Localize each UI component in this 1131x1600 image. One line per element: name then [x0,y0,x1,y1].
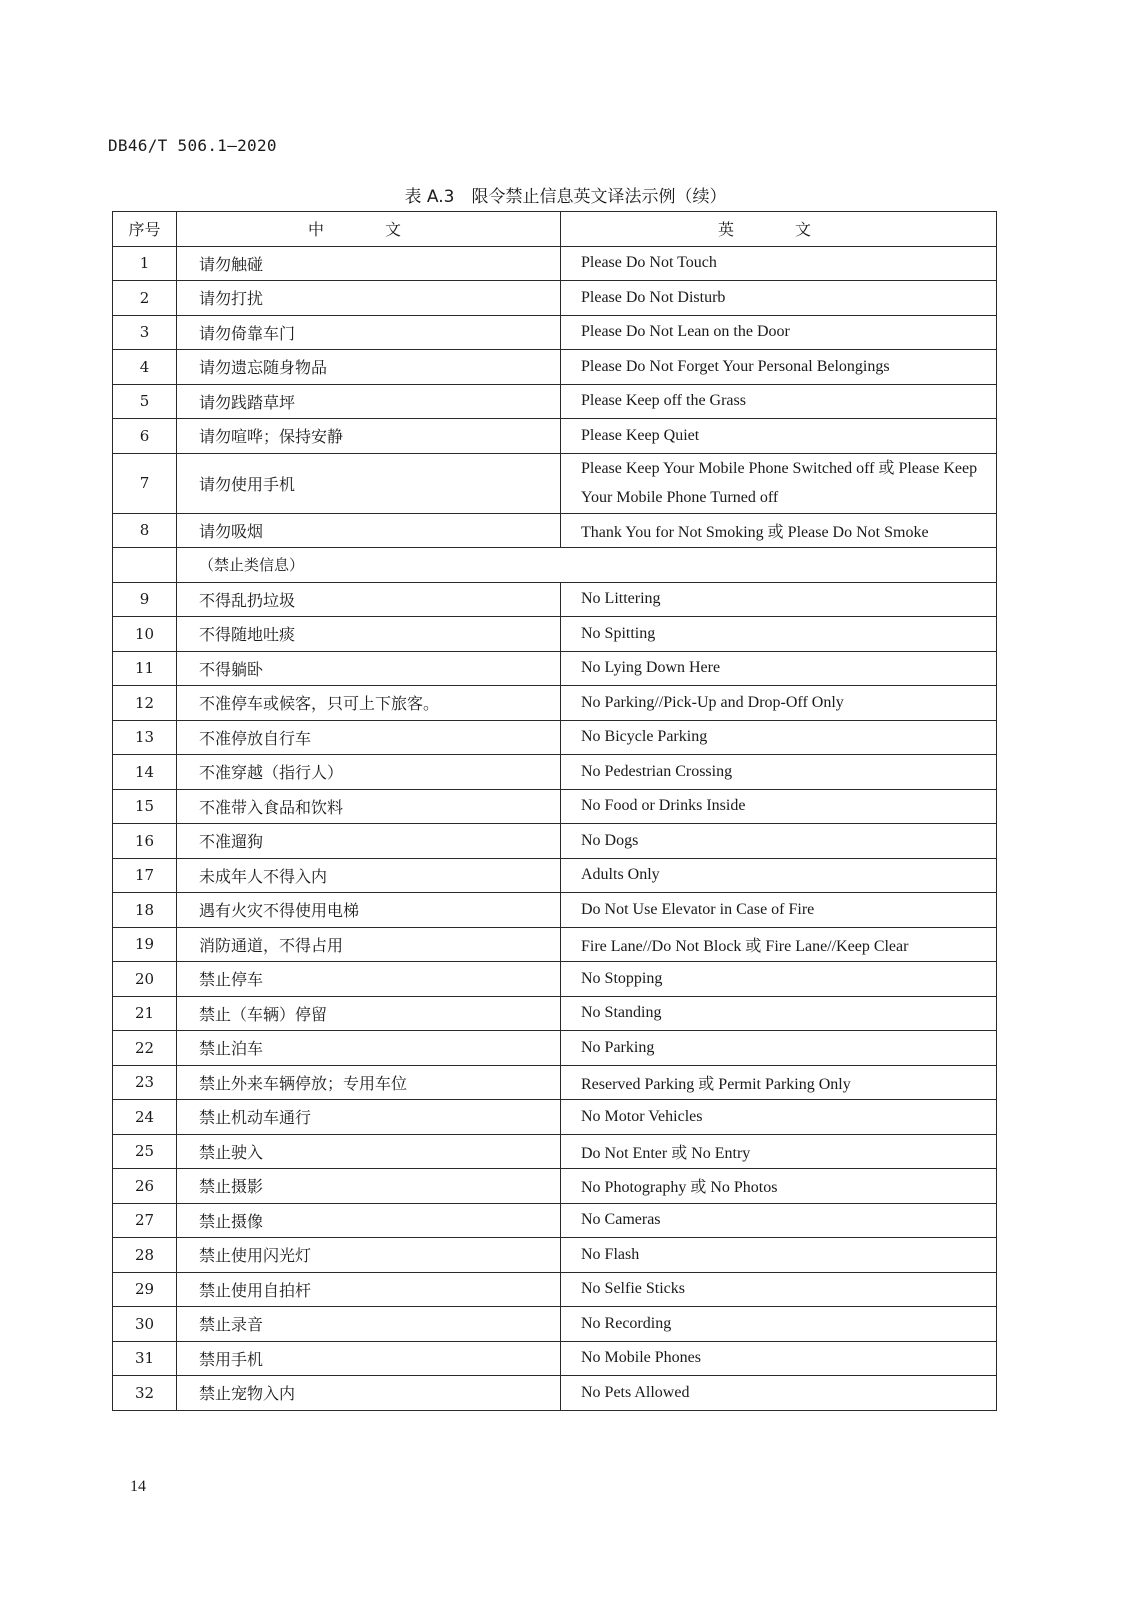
row-number: 15 [113,789,177,824]
row-chinese: 禁止驶入 [177,1134,561,1169]
row-english: Reserved Parking 或 Permit Parking Only [561,1065,997,1100]
row-number: 32 [113,1376,177,1411]
row-english: No Standing [561,996,997,1031]
row-chinese: 请勿吸烟 [177,513,561,548]
row-number: 10 [113,617,177,652]
row-english: No Dogs [561,824,997,859]
row-chinese: 禁止机动车通行 [177,1100,561,1135]
row-english: No Flash [561,1238,997,1273]
table-row [113,1238,997,1273]
row-chinese: 不准带入食品和饮料 [177,789,561,824]
row-english: No Photography 或 No Photos [561,1169,997,1204]
header-chinese: 中 文 [177,212,561,247]
table-row [113,996,997,1031]
row-chinese: 禁止宠物入内 [177,1376,561,1411]
row-chinese: 不得乱扔垃圾 [177,582,561,617]
table-row [113,1376,997,1411]
row-number: 29 [113,1272,177,1307]
row-chinese: 禁止摄像 [177,1203,561,1238]
row-chinese: 不准停放自行车 [177,720,561,755]
row-number: 13 [113,720,177,755]
row-chinese: 请勿喧哗；保持安静 [177,419,561,454]
row-chinese: 不准穿越（指行人） [177,755,561,790]
section-num-cell [113,548,177,583]
translation-table [112,211,997,1411]
row-number: 9 [113,582,177,617]
table-row [113,1341,997,1376]
section-row [113,548,997,583]
table-row [113,419,997,454]
row-number: 14 [113,755,177,790]
row-english: No Spitting [561,617,997,652]
row-number: 17 [113,858,177,893]
table-row [113,582,997,617]
document-code: DB46/T 506.1—2020 [108,136,277,155]
table-row [113,824,997,859]
table-header-row [113,212,997,247]
row-english: No Parking [561,1031,997,1066]
row-english: No Bicycle Parking [561,720,997,755]
table-title: 表 A.3 限令禁止信息英文译法示例（续） [404,187,727,207]
table-body-requests [113,246,997,548]
row-chinese: 禁止使用自拍杆 [177,1272,561,1307]
row-english: No Littering [561,582,997,617]
row-chinese: 不准遛狗 [177,824,561,859]
row-number: 8 [113,513,177,548]
row-english: No Motor Vehicles [561,1100,997,1135]
row-chinese: 禁止外来车辆停放；专用车位 [177,1065,561,1100]
table-row [113,281,997,316]
table-row [113,686,997,721]
row-chinese: 请勿遗忘随身物品 [177,350,561,385]
row-english: No Parking//Pick-Up and Drop-Off Only [561,686,997,721]
row-english: Please Do Not Disturb [561,281,997,316]
table-row [113,1169,997,1204]
row-english: Please Do Not Lean on the Door [561,315,997,350]
row-number: 21 [113,996,177,1031]
row-english: Do Not Enter 或 No Entry [561,1134,997,1169]
row-chinese: 禁用手机 [177,1341,561,1376]
row-english: No Lying Down Here [561,651,997,686]
row-english: Adults Only [561,858,997,893]
row-english: Please Keep Your Mobile Phone Switched off 或 Please Keep Your Mobile Phone Turned off [561,453,997,513]
table-row [113,453,997,513]
row-english: No Cameras [561,1203,997,1238]
row-chinese: 遇有火灾不得使用电梯 [177,893,561,928]
table-row [113,513,997,548]
row-number: 23 [113,1065,177,1100]
row-english: No Recording [561,1307,997,1342]
row-chinese: 消防通道，不得占用 [177,927,561,962]
table-row [113,1100,997,1135]
row-number: 1 [113,246,177,281]
row-chinese: 请勿打扰 [177,281,561,316]
row-english: Please Do Not Touch [561,246,997,281]
row-english: No Stopping [561,962,997,997]
row-english: Do Not Use Elevator in Case of Fire [561,893,997,928]
row-number: 2 [113,281,177,316]
table-row [113,1134,997,1169]
row-chinese: 不得随地吐痰 [177,617,561,652]
row-english: Fire Lane//Do Not Block 或 Fire Lane//Keep Clear [561,927,997,962]
table-row [113,1203,997,1238]
header-english: 英 文 [561,212,997,247]
row-english: Thank You for Not Smoking 或 Please Do Not Smoke [561,513,997,548]
row-english: No Mobile Phones [561,1341,997,1376]
table-section [113,548,997,583]
row-english: No Food or Drinks Inside [561,789,997,824]
row-english: No Pets Allowed [561,1376,997,1411]
row-number: 26 [113,1169,177,1204]
table-row [113,651,997,686]
row-english: Please Keep off the Grass [561,384,997,419]
header-number: 序号 [113,212,177,247]
row-chinese: 禁止摄影 [177,1169,561,1204]
row-chinese: 禁止使用闪光灯 [177,1238,561,1273]
row-number: 27 [113,1203,177,1238]
row-number: 5 [113,384,177,419]
table-row [113,1272,997,1307]
row-number: 30 [113,1307,177,1342]
row-number: 25 [113,1134,177,1169]
row-english: Please Do Not Forget Your Personal Belongings [561,350,997,385]
row-number: 16 [113,824,177,859]
row-chinese: 请勿使用手机 [177,453,561,513]
row-number: 11 [113,651,177,686]
row-chinese: 禁止停车 [177,962,561,997]
row-number: 22 [113,1031,177,1066]
table-row [113,962,997,997]
table-row [113,720,997,755]
row-number: 31 [113,1341,177,1376]
row-english: No Pedestrian Crossing [561,755,997,790]
table-body-prohibitions [113,582,997,1410]
row-chinese: 请勿触碰 [177,246,561,281]
table-row [113,617,997,652]
row-chinese: 不准停车或候客，只可上下旅客。 [177,686,561,721]
row-chinese: 请勿践踏草坪 [177,384,561,419]
section-label: （禁止类信息） [177,548,997,583]
row-chinese: 请勿倚靠车门 [177,315,561,350]
row-number: 3 [113,315,177,350]
row-number: 4 [113,350,177,385]
table-row [113,893,997,928]
row-number: 28 [113,1238,177,1273]
row-chinese: 不得躺卧 [177,651,561,686]
row-number: 12 [113,686,177,721]
page-number: 14 [130,1478,146,1495]
row-number: 6 [113,419,177,454]
table-row [113,315,997,350]
row-chinese: 禁止泊车 [177,1031,561,1066]
row-number: 20 [113,962,177,997]
table-row [113,755,997,790]
row-number: 7 [113,453,177,513]
table-row [113,789,997,824]
table-row [113,858,997,893]
table-row [113,350,997,385]
table-row [113,1065,997,1100]
row-english: Please Keep Quiet [561,419,997,454]
row-chinese: 禁止（车辆）停留 [177,996,561,1031]
table-row [113,1307,997,1342]
table-row [113,246,997,281]
row-number: 24 [113,1100,177,1135]
row-number: 18 [113,893,177,928]
table-row [113,927,997,962]
row-english: No Selfie Sticks [561,1272,997,1307]
row-number: 19 [113,927,177,962]
row-chinese: 未成年人不得入内 [177,858,561,893]
table-row [113,384,997,419]
table-row [113,1031,997,1066]
row-chinese: 禁止录音 [177,1307,561,1342]
